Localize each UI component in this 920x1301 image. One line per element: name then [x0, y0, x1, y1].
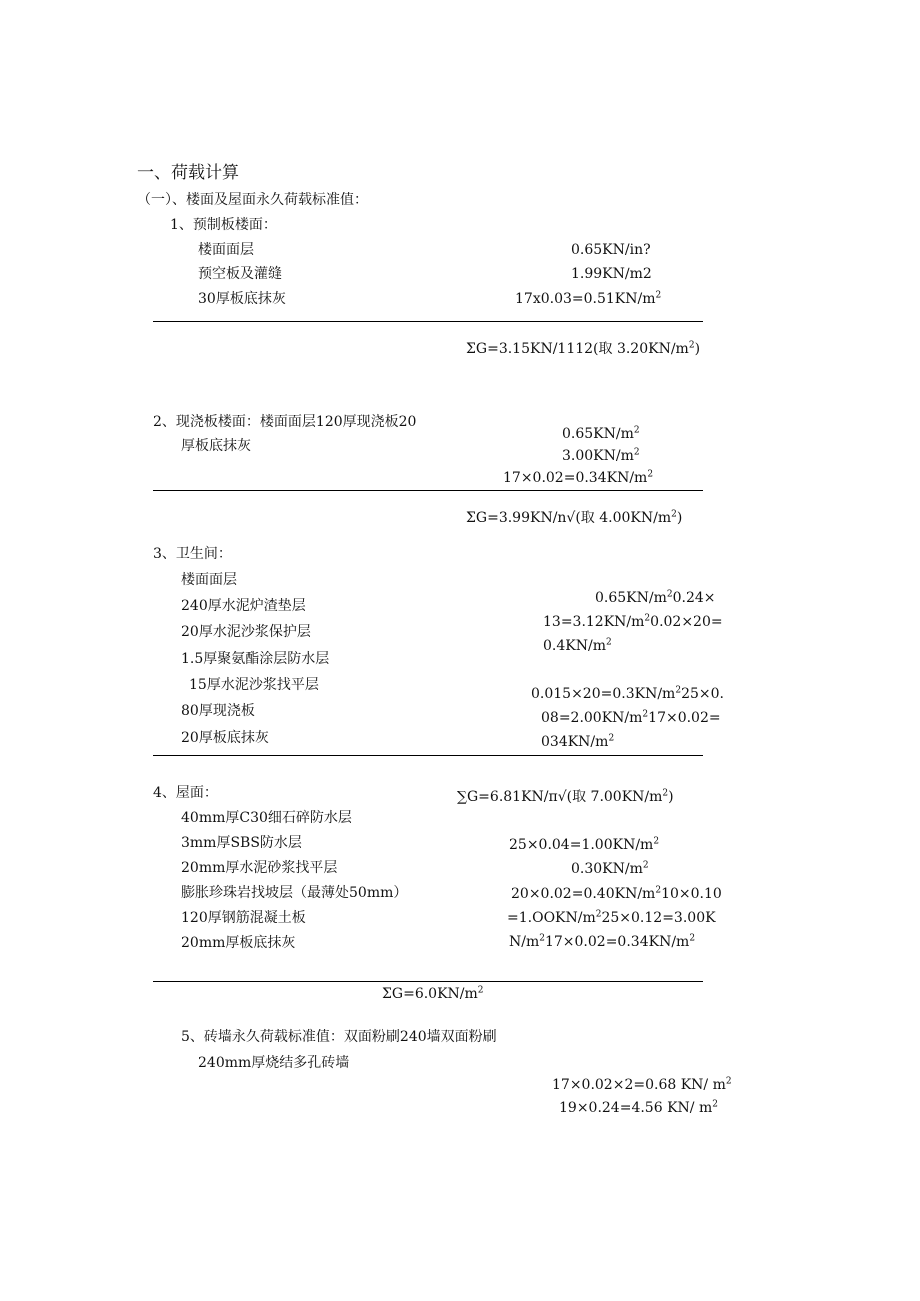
item3-value: $08=2.00KN/m^217\times 0.02=$ — [541, 709, 721, 726]
item3-heading: 3、卫生间： — [153, 546, 232, 562]
item5-heading: 5、砖墙永久荷载标准值：双面粉刷240墙双面粉刷 — [181, 1029, 497, 1045]
item4-label: 膨胀珍珠岩找坡层（最薄处50mm） — [181, 885, 408, 901]
item3-label: 1.5厚聚氨酯涂层防水层 — [181, 651, 330, 667]
item4-sum: $\Sigma G=6.0KN/m^2$ — [382, 985, 484, 1002]
item2-value: $17\times 0.02=0.34KN/m^2$ — [503, 469, 654, 486]
item2-heading-cont: 厚板底抹灰 — [181, 438, 251, 454]
page-title: 一、荷载计算 — [137, 163, 239, 183]
item2-heading: 2、现浇板楼面：楼面面层120厚现浇板20 — [153, 414, 417, 430]
divider — [153, 755, 703, 756]
divider — [153, 321, 703, 322]
item4-label: 3mm厚SBS防水层 — [181, 835, 302, 851]
item1-label: 预空板及灌缝 — [198, 266, 282, 282]
item5-heading-cont: 240mm厚烧结多孔砖墙 — [198, 1055, 350, 1071]
item3-value: $13=3.12KN∕m^20.02\times 20=$ — [543, 613, 723, 630]
section-heading: （一）、楼面及屋面永久荷载标准值： — [137, 192, 368, 208]
item4-value: $=1.OOKN/m^225\times 0.12=3.00K$ — [507, 909, 716, 926]
item2-sum: ΣG=3.99KN/n√(取 $4.00KN∕m^2$) — [466, 509, 683, 526]
item4-label: 20mm厚板底抹灰 — [181, 935, 296, 951]
item4-label: 20mm厚水泥砂浆找平层 — [181, 860, 338, 876]
item5-value: 19×0.24=4.56 KN/ $m^2$ — [559, 1099, 718, 1116]
item3-label: 80厚现浇板 — [181, 703, 255, 719]
item3-sum: ∑G=6.81KN/π√(取 $7.00KN∕m^2$) — [457, 788, 674, 805]
item3-label: 240厚水泥炉渣垫层 — [181, 598, 306, 614]
item1-value: 0.65KN/in? — [571, 242, 651, 258]
item4-label: 40mm厚C30细石碎防水层 — [181, 810, 352, 826]
divider — [153, 490, 703, 491]
item2-value: $3.00KN/m^2$ — [562, 447, 640, 464]
item4-value: $20\times 0.02=0.40KN/m^210\times 0.10$ — [511, 885, 722, 902]
item4-value: $25\times 0.04=1.00KN∕m^2$ — [509, 836, 660, 853]
item4-value: $N/m^217\times 0.02=0.34KN∕m^2$ — [509, 933, 696, 950]
item3-label: 20厚水泥沙浆保护层 — [181, 624, 311, 640]
item1-sum: ΣG=3.15KN/1112(取 $3.20KN∕m^2$) — [466, 340, 701, 357]
divider — [153, 981, 703, 982]
item1-label: 楼面面层 — [198, 242, 254, 258]
item4-value: $0.30KN∕m^2$ — [571, 860, 649, 877]
item3-value: $0.015\times 20=0.3KN∕m^225\times 0$. — [531, 685, 724, 702]
item3-label: 15厚水泥沙浆找平层 — [189, 677, 319, 693]
item1-heading: 1、预制板楼面： — [170, 217, 277, 233]
item3-label: 20厚板底抹灰 — [181, 730, 269, 746]
item3-value: $0.4KN/m^2$ — [543, 637, 612, 654]
item3-value: $0.65KN∕m^20.24\times$ — [595, 589, 716, 606]
item2-value: $0.65KN∕m^2$ — [562, 425, 640, 442]
item3-value: $034KN/m^2$ — [541, 733, 615, 750]
item1-value: $17x0.03=0.51KN/m^2$ — [515, 290, 662, 307]
item3-label: 楼面面层 — [181, 572, 237, 588]
item4-heading: 4、屋面： — [153, 785, 218, 801]
item1-value: 1.99KN∕m2 — [571, 266, 652, 282]
item5-value: 17×0.02×2=0.68 KN/ $m^2$ — [552, 1076, 732, 1093]
item4-label: 120厚钢筋混凝土板 — [181, 910, 306, 926]
item1-label: 30厚板底抹灰 — [198, 291, 286, 307]
